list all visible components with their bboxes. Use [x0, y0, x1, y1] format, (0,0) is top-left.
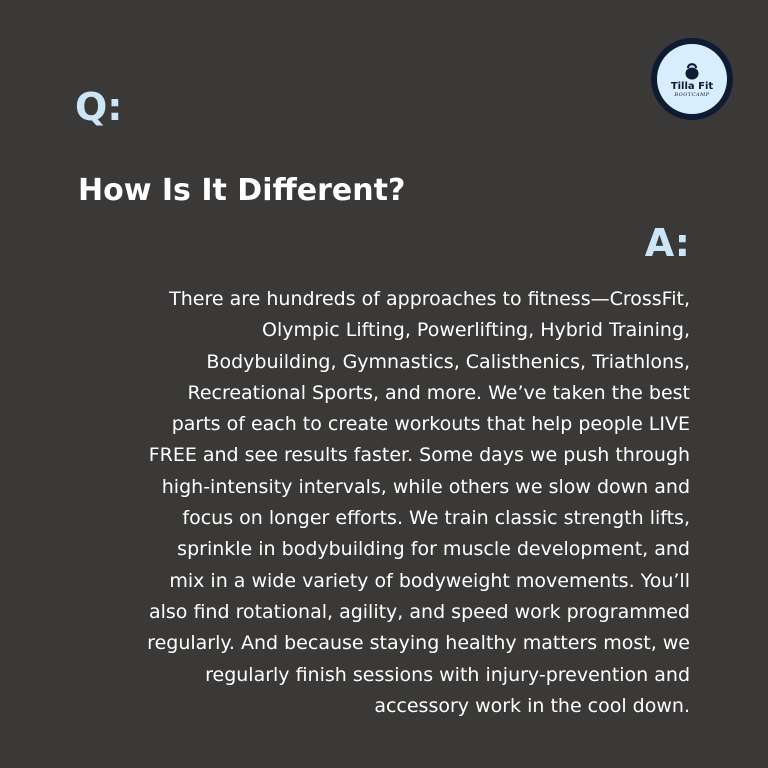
brand-subtitle: BOOTCAMP	[674, 92, 710, 98]
answer-marker: A:	[644, 221, 690, 265]
answer-line: mix in a wide variety of bodyweight movements. You’ll	[169, 569, 690, 592]
question-marker: Q:	[75, 85, 123, 129]
answer-line: high-intensity intervals, while others we slow down and	[161, 475, 690, 498]
answer-line: Recreational Sports, and more. We’ve taken the best	[187, 381, 690, 404]
answer-line: Bodybuilding, Gymnastics, Calisthenics, Triathlons,	[206, 350, 690, 373]
answer-line: accessory work in the cool down.	[374, 694, 690, 717]
kettlebell-icon	[682, 62, 702, 80]
answer-line: There are hundreds of approaches to fitness—CrossFit,	[169, 288, 690, 310]
question-heading: How Is It Different?	[78, 173, 406, 208]
answer-text	[0, 284, 690, 722]
answer-line: FREE and see results faster. Some days we push through	[148, 444, 690, 467]
answer-line: sprinkle in bodybuilding for muscle development, and	[177, 538, 690, 561]
answer-line: focus on longer efforts. We train classic strength lifts,	[182, 507, 690, 530]
brand-logo	[651, 38, 733, 120]
brand-name: Tilla Fit	[670, 81, 714, 92]
answer-line: parts of each to create workouts that help people LIVE	[171, 413, 690, 436]
answer-line: Olympic Lifting, Powerlifting, Hybrid Training,	[261, 319, 690, 342]
answer-line: regularly finish sessions with injury-prevention and	[205, 663, 690, 686]
answer-line: regularly. And because staying healthy matters most, we	[147, 632, 690, 655]
brand-logo-badge	[657, 44, 727, 114]
answer-line: also find rotational, agility, and speed work programmed	[148, 600, 690, 623]
